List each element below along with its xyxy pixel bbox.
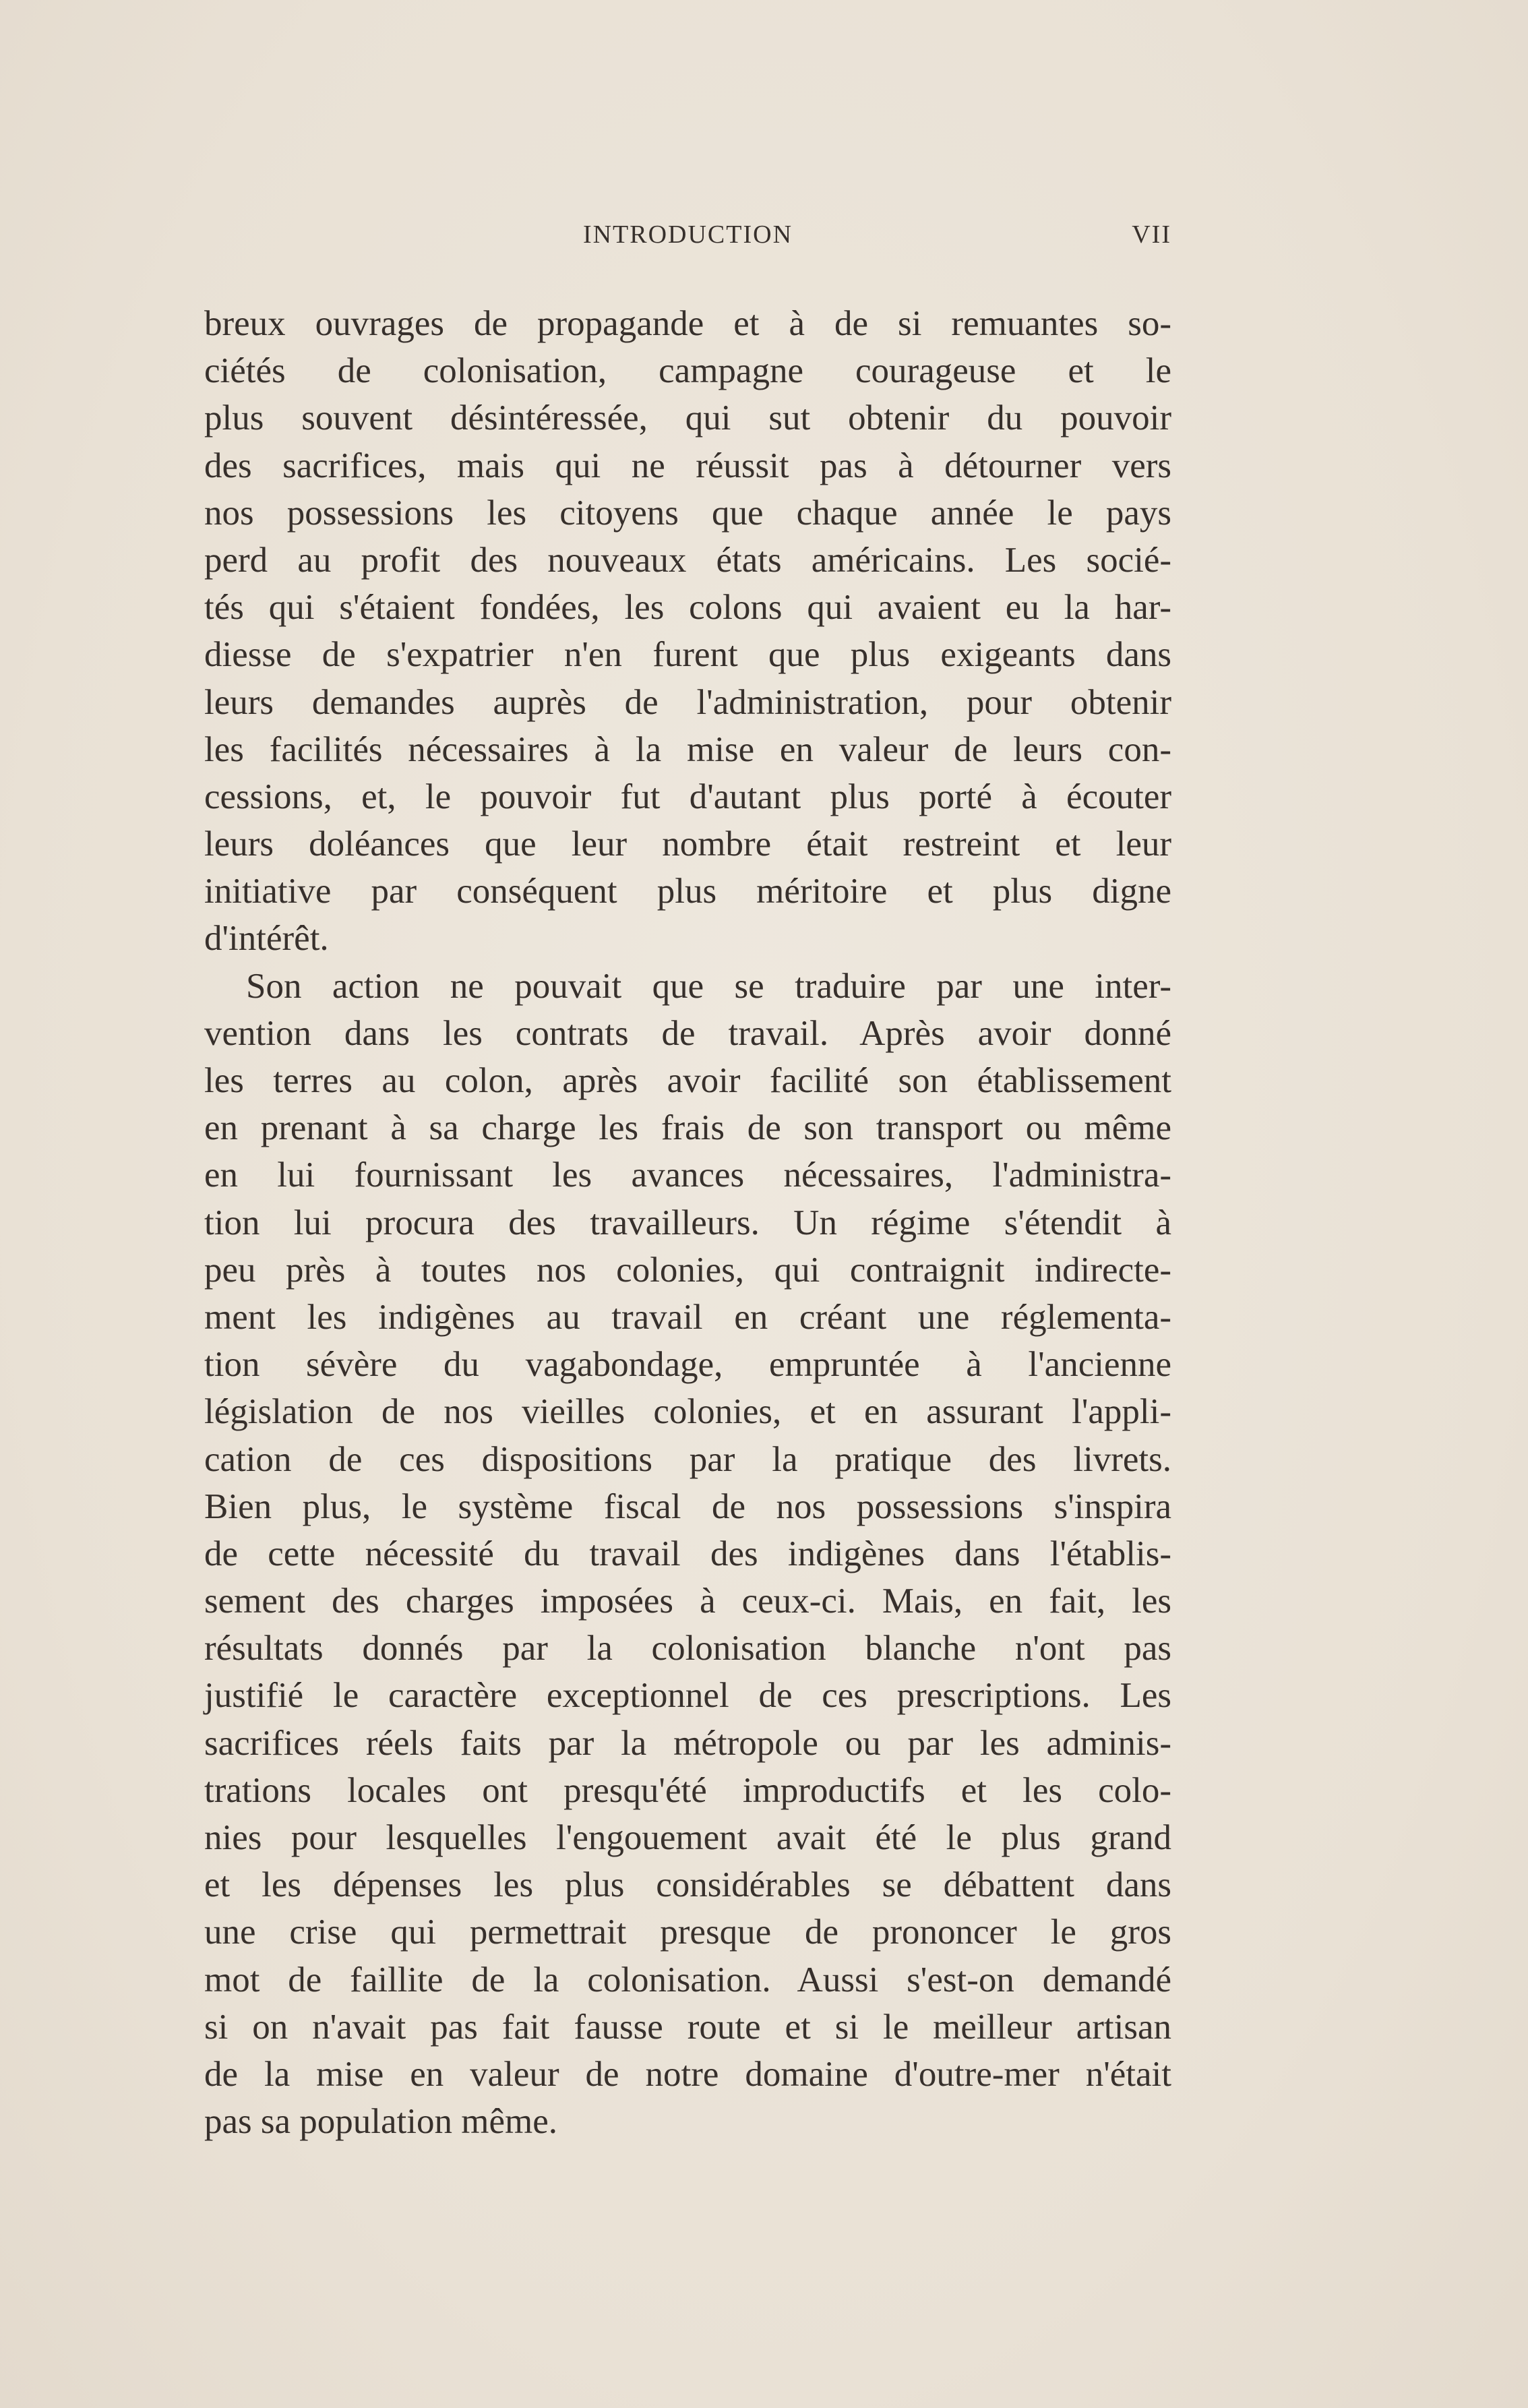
text-line: cation de ces dispositions par la pratique des livrets. — [204, 1439, 1171, 1479]
text-line: vention dans les contrats de travail. Après avoir donné — [204, 1013, 1171, 1053]
text-line: sacrifices réels faits par la métropole ou par les adminis- — [204, 1723, 1171, 1763]
text-line: mot de faillite de la colonisation. Aussi s'est-on demandé — [204, 1960, 1171, 1999]
text-line: tion lui procura des travailleurs. Un régime s'étendit à — [204, 1203, 1171, 1242]
text-line: leurs doléances que leur nombre était restreint et leur — [204, 824, 1171, 864]
text-line: de la mise en valeur de notre domaine d'outre-mer n'était — [204, 2054, 1171, 2094]
text-line: plus souvent désintéressée, qui sut obtenir du pouvoir — [204, 398, 1171, 438]
text-line: si on n'avait pas fait fausse route et si le meilleur artisan — [204, 2007, 1171, 2047]
text-line: et les dépenses les plus considérables se débattent dans — [204, 1865, 1171, 1905]
text-line: ciétés de colonisation, campagne courageuse et le — [204, 351, 1171, 391]
paragraph — [204, 963, 1171, 2146]
paragraph — [204, 300, 1171, 963]
text-line: ment les indigènes au travail en créant une réglementa- — [204, 1297, 1171, 1337]
text-line: tés qui s'étaient fondées, les colons qui avaient eu la har- — [204, 588, 1171, 628]
text-line: nos possessions les citoyens que chaque année le pays — [204, 493, 1171, 533]
text-line: en lui fournissant les avances nécessaires, l'administra- — [204, 1155, 1171, 1195]
text-line: cessions, et, le pouvoir fut d'autant plus porté à écouter — [204, 777, 1171, 816]
text-line: une crise qui permettrait presque de prononcer le gros — [204, 1913, 1171, 1952]
text-line: sement des charges imposées à ceux-ci. Mais, en fait, les — [204, 1582, 1171, 1621]
text-line: trations locales ont presqu'été improductifs et les colo- — [204, 1770, 1171, 1810]
text-line: d'intérêt. — [204, 919, 329, 959]
text-line: breux ouvrages de propagande et à de si remuantes so- — [204, 304, 1171, 343]
text-line: Bien plus, le système fiscal de nos possessions s'inspira — [204, 1486, 1171, 1526]
text-line: perd au profit des nouveaux états américains. Les socié- — [204, 540, 1171, 580]
text-line: des sacrifices, mais qui ne réussit pas à détourner vers — [204, 446, 1171, 485]
text-line: Son action ne pouvait que se traduire par une inter- — [246, 966, 1171, 1006]
running-head-title: INTRODUCTION — [582, 220, 793, 249]
text-line: peu près à toutes nos colonies, qui contraignit indirecte- — [204, 1250, 1171, 1290]
text-line: diesse de s'expatrier n'en furent que plus exigeants dans — [204, 635, 1171, 675]
text-line: leurs demandes auprès de l'administration, pour obtenir — [204, 682, 1171, 722]
text-line: justifié le caractère exceptionnel de ces prescriptions. Les — [204, 1676, 1171, 1716]
running-head — [204, 214, 1171, 255]
body-text — [204, 300, 1171, 2145]
page-number: VII — [1132, 220, 1171, 249]
text-line: nies pour lesquelles l'engouement avait été le plus grand — [204, 1818, 1171, 1857]
text-line: législation de nos vieilles colonies, et en assurant l'appli- — [204, 1392, 1171, 1432]
text-line: pas sa population même. — [204, 2102, 557, 2142]
text-line: en prenant à sa charge les frais de son transport ou même — [204, 1108, 1171, 1148]
text-line: résultats donnés par la colonisation blanche n'ont pas — [204, 1629, 1171, 1668]
text-line: tion sévère du vagabondage, empruntée à l'ancienne — [204, 1345, 1171, 1385]
text-line: les facilités nécessaires à la mise en valeur de leurs con- — [204, 729, 1171, 769]
text-line: de cette nécessité du travail des indigènes dans l'établis- — [204, 1534, 1171, 1573]
text-line: initiative par conséquent plus méritoire et plus digne — [204, 872, 1171, 911]
text-line: les terres au colon, après avoir facilité son établissement — [204, 1061, 1171, 1100]
